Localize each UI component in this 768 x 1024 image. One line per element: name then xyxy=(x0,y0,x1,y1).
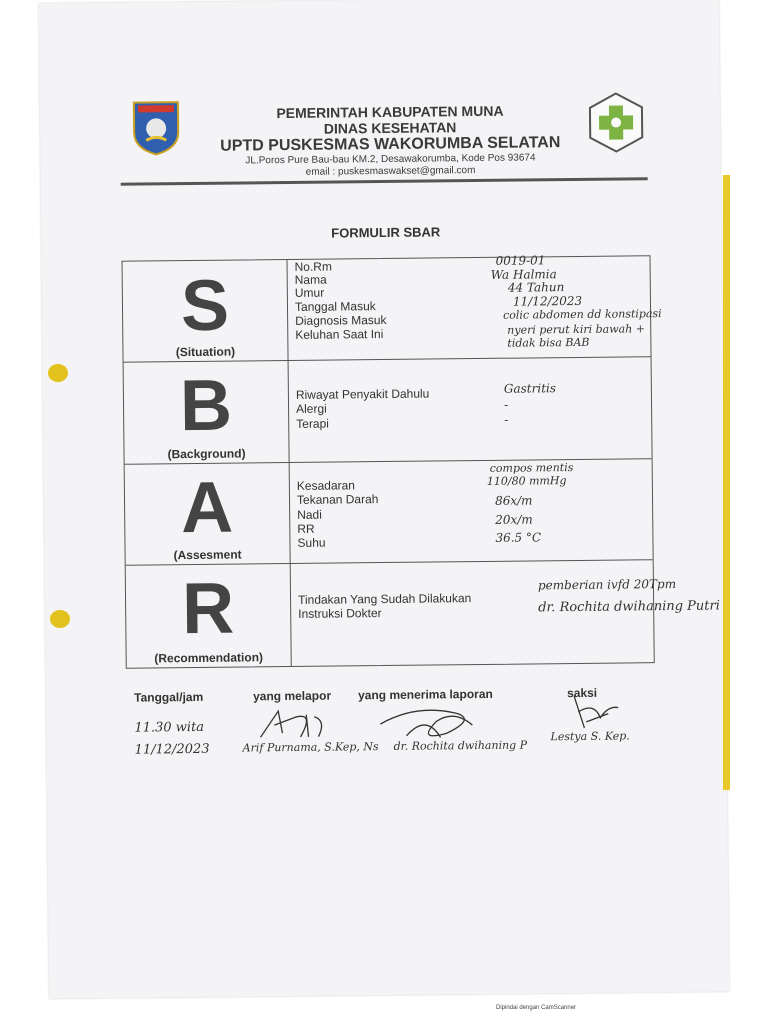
value-tindakan: pemberian ivfd 20Tpm xyxy=(537,576,677,593)
label-tindakan: Tindakan Yang Sudah Dilakukan xyxy=(297,591,472,607)
assessment-letter: A xyxy=(180,467,234,549)
value-tekanan-darah: 110/80 mmHg xyxy=(486,474,567,488)
sbar-table xyxy=(122,253,720,669)
label-terapi: Terapi xyxy=(296,416,329,431)
header-address: JL.Poros Pure Bau-bau KM.2, Desawakorumba, Kode Pos 93674 xyxy=(245,152,536,167)
situation-row xyxy=(123,253,662,363)
assessment-letter-cell xyxy=(125,462,291,565)
value-keluhan-1: nyeri perut kiri bawah + xyxy=(507,322,646,337)
value-nadi: 86x/m xyxy=(494,493,533,508)
recommendation-letter: R xyxy=(181,568,235,650)
situation-caption: (Situation) xyxy=(175,344,236,360)
situation-letter: S xyxy=(180,265,230,347)
value-alergi: - xyxy=(503,397,509,412)
kabupaten-muna-logo xyxy=(130,98,183,157)
label-tekanan-darah: Tekanan Darah xyxy=(296,492,379,507)
sig-header-saksi: saksi xyxy=(566,685,598,701)
value-no-rm: 0019-01 xyxy=(495,253,546,268)
header-gov: PEMERINTAH KABUPATEN MUNA xyxy=(276,102,504,122)
form-title: FORMULIR SBAR xyxy=(331,224,441,241)
sig-receiver: dr. Rochita dwihaning P xyxy=(393,738,528,753)
label-suhu: Suhu xyxy=(297,535,326,550)
sig-reporter: Arif Purnama, S.Kep, Ns xyxy=(242,740,379,755)
document-page xyxy=(39,0,729,999)
background-letter-cell xyxy=(124,360,290,464)
label-diagnosis-masuk: Diagnosis Masuk xyxy=(295,312,387,328)
header-unit: UPTD PUSKESMAS WAKORUMBA SELATAN xyxy=(220,134,561,155)
sig-header-tanggal: Tanggal/jam xyxy=(134,689,204,705)
sig-witness: Lestya S. Kep. xyxy=(550,729,630,744)
label-no-rm: No.Rm xyxy=(294,259,332,274)
binder-edge xyxy=(723,175,730,790)
label-keluhan: Keluhan Saat Ini xyxy=(295,326,384,342)
label-instruksi: Instruksi Dokter xyxy=(298,606,382,621)
label-nadi: Nadi xyxy=(297,507,322,522)
header-dept: DINAS KESEHATAN xyxy=(323,119,457,137)
header-email: email : puskesmaswakset@gmail.com xyxy=(305,165,476,178)
value-rr: 20x/m xyxy=(495,512,533,527)
puskesmas-logo xyxy=(585,91,648,154)
value-diagnosis: colic abdomen dd konstipasi xyxy=(503,307,662,322)
label-umur: Umur xyxy=(294,285,325,300)
binder-hole-bottom xyxy=(50,610,70,628)
label-riwayat: Riwayat Penyakit Dahulu xyxy=(295,386,430,402)
background-letter: B xyxy=(179,365,233,447)
background-caption: (Background) xyxy=(167,446,246,462)
label-alergi: Alergi xyxy=(295,401,327,416)
sig-header-menerima: yang menerima laporan xyxy=(357,686,493,703)
value-kesadaran: compos mentis xyxy=(489,461,574,475)
recommendation-caption: (Recommendation) xyxy=(154,650,264,666)
sig-date: 11/12/2023 xyxy=(134,741,210,758)
value-umur: 44 Tahun xyxy=(507,280,565,295)
background-row xyxy=(124,356,652,465)
sig-header-melapor: yang melapor xyxy=(253,688,332,704)
scanner-footer: Dipindai dengan CamScanner xyxy=(496,1005,577,1011)
label-tanggal-masuk: Tanggal Masuk xyxy=(294,299,376,314)
value-instruksi: dr. Rochita dwihaning Putri xyxy=(538,598,720,616)
situation-letter-cell xyxy=(123,260,289,362)
value-terapi: - xyxy=(504,412,509,427)
binder-hole-top xyxy=(48,364,68,382)
sig-time: 11.30 wita xyxy=(134,719,205,736)
label-kesadaran: Kesadaran xyxy=(296,478,355,493)
assessment-row xyxy=(125,458,653,566)
label-rr: RR xyxy=(297,521,315,536)
recommendation-row xyxy=(126,559,720,668)
value-nama: Wa Halmia xyxy=(490,267,557,282)
recommendation-letter-cell xyxy=(126,563,292,668)
value-suhu: 36.5 °C xyxy=(495,530,542,545)
value-riwayat: Gastritis xyxy=(503,381,557,396)
label-nama: Nama xyxy=(294,272,327,287)
value-keluhan-2: tidak bisa BAB xyxy=(507,335,590,350)
value-tanggal-masuk: 11/12/2023 xyxy=(512,293,583,309)
assessment-caption: (Assesment xyxy=(173,547,242,563)
